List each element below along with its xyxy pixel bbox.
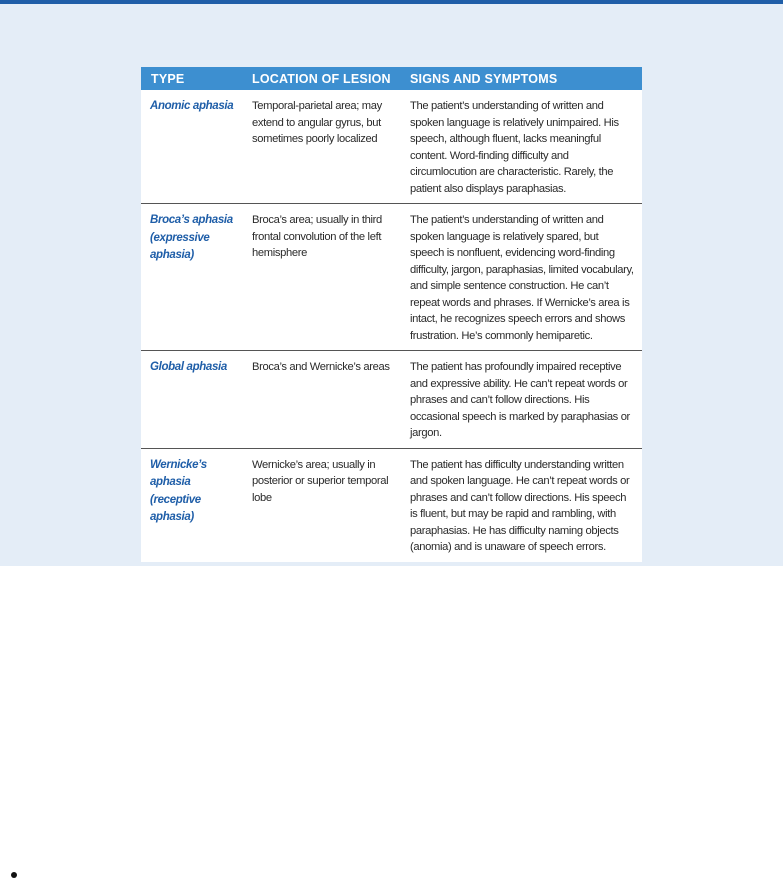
header-row: [141, 67, 642, 90]
type-text: Wernicke’s aphasia (receptive aphasia): [150, 458, 207, 523]
cell-signs: [400, 204, 642, 351]
header-type: TYPE: [141, 67, 242, 90]
signs-text: The patient has difficulty understanding written and spoken language. He can’t repeat words or phrases and can’t follow directions. His speech is fluent, but may be rapid and rambling, with paraphasias. He has difficulty naming objects (anomia) and is unaware of speech errors.: [410, 458, 630, 553]
signs-text: The patient’s understanding of written and spoken language is relatively unimpaired. His speech, although fluent, lacks meaningful content. Word-finding difficulty and circumlocution are characteristic. Rarely, the patient also displays paraphasias.: [410, 100, 619, 195]
cell-type: [141, 90, 242, 204]
type-text: Global aphasia: [150, 361, 227, 373]
location-text: Broca’s and Wernicke’s areas: [252, 361, 390, 373]
signs-text: The patient’s understanding of written and spoken language is relatively spared, but speech is nonfluent, evidencing word-finding difficulty, jargon, paraphasias, limited vocabulary, and simple sentence construction. He can’t repeat words and phrases. If Wernicke’s area is intact, he recognizes speech errors and shows frustration. He’s commonly hemiparetic.: [410, 214, 634, 342]
header-location: LOCATION OF LESION: [242, 67, 400, 90]
cell-location: [242, 448, 400, 562]
header-signs: SIGNS AND SYMPTOMS: [400, 67, 642, 90]
cell-signs: [400, 90, 642, 204]
cell-location: [242, 90, 400, 204]
table-row: [141, 448, 642, 562]
cell-signs: [400, 448, 642, 562]
type-text: Anomic aphasia: [150, 100, 234, 112]
location-text: Broca’s area; usually in third frontal convolution of the left hemisphere: [252, 214, 382, 259]
cell-type: [141, 448, 242, 562]
signs-text: The patient has profoundly impaired receptive and expressive ability. He can’t repeat words or phrases and can’t follow directions. His occasional speech is marked by paraphasias or jargon.: [410, 361, 630, 439]
cell-type: [141, 351, 242, 449]
aphasia-table: [141, 67, 642, 562]
location-text: Temporal-parietal area; may extend to angular gyrus, but sometimes poorly localized: [252, 100, 382, 145]
cell-type: [141, 204, 242, 351]
cell-location: [242, 351, 400, 449]
cell-signs: [400, 351, 642, 449]
bullet-dot: [11, 872, 17, 878]
table-row: [141, 204, 642, 351]
table-header: [141, 67, 642, 90]
aphasia-table-container: [141, 67, 642, 562]
location-text: Wernicke’s area; usually in posterior or superior temporal lobe: [252, 458, 389, 504]
table-row: [141, 351, 642, 449]
table-row: [141, 90, 642, 204]
table-body: [141, 90, 642, 562]
cell-location: [242, 204, 400, 351]
type-text: Broca’s aphasia (expressive aphasia): [150, 214, 233, 261]
